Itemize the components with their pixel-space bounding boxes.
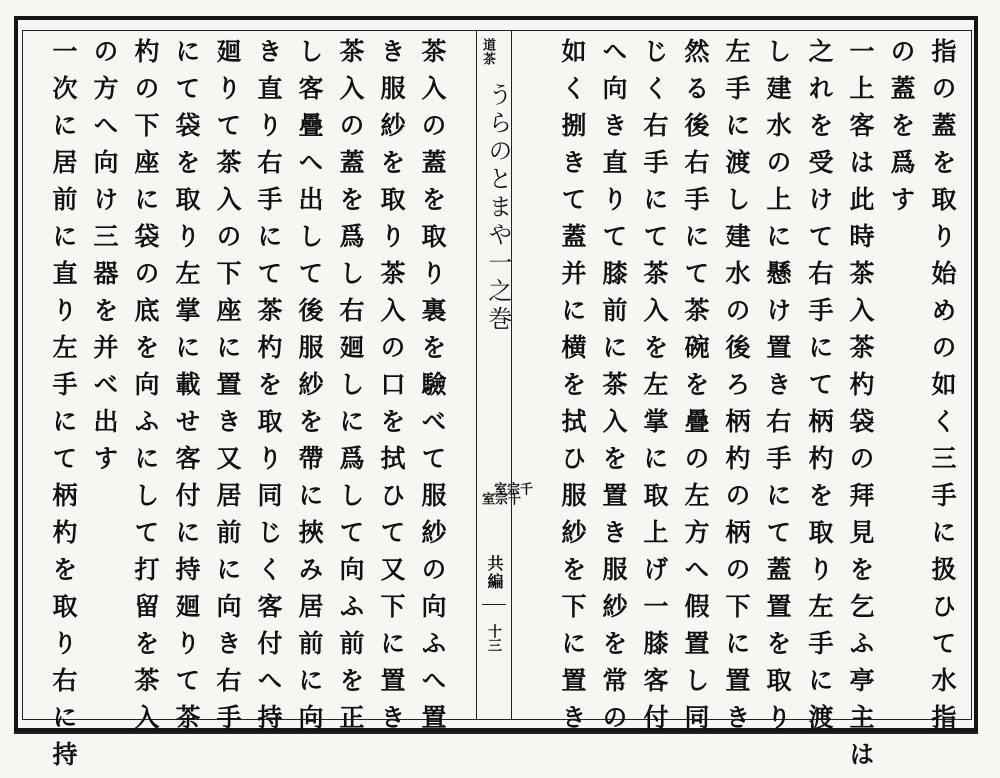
text-column: 茶入の蓋を爲し右廻しに爲して向ふ前を正 xyxy=(336,38,365,741)
center-gutter xyxy=(476,30,532,720)
text-column: し客疊へ出して後服紗を帶に挾み居前に向 xyxy=(295,38,324,741)
editor-label: 共編 xyxy=(485,555,504,591)
text-column: の蓋を爲す xyxy=(887,38,916,223)
text-column: 一次に居前に直り左手にて柄杓を取り右に持 xyxy=(49,38,78,778)
text-column: 然る後右手にて茶碗を疊の左方へ假置し同 xyxy=(681,38,710,741)
text-column: 茶入の蓋を取り裏を驗べて服紗の向ふへ置 xyxy=(418,38,447,741)
text-column: にて袋を取り左掌に載せ客付に持廻りて茶 xyxy=(172,38,201,741)
text-column: へ向き直りて膝前に茶入を置き服紗を常の xyxy=(599,38,628,741)
text-column: 廻りて茶入の下座に置き又居前に向き右手 xyxy=(213,38,242,741)
text-column: 指の蓋を取り始めの如く三手に扱ひて水指 xyxy=(928,38,957,741)
text-column: 杓の下座に袋の底を向ふにして打留を茶入 xyxy=(131,38,160,741)
text-column: し建水の上に懸け置き右手にて蓋置を取り xyxy=(763,38,792,741)
page-number: 十三 xyxy=(486,624,502,652)
gutter-divider xyxy=(482,604,506,605)
series-label: 道茶 xyxy=(480,38,495,66)
text-column: じく右手にて茶入を左掌に取上げ一膝客付 xyxy=(640,38,669,741)
text-column: 之れを受けて右手にて柄杓を取り左手に渡 xyxy=(805,38,834,741)
text-column: き服紗を取り茶入の口を拭ひて又下に置き xyxy=(377,38,406,741)
bottom-rule xyxy=(14,732,978,744)
left-page xyxy=(32,38,476,778)
text-column: き直り右手にて茶杓を取り同じく客付へ持 xyxy=(254,38,283,741)
text-column: 一上客は此時茶入茶杓袋の拜見を乞ふ亭主は xyxy=(846,38,875,778)
author-name: 千宗室 xyxy=(479,492,520,506)
text-column: 左手に渡し建水の後ろ柄杓の柄の下に置き xyxy=(722,38,751,741)
book-title: うらのとまや一之巻 xyxy=(484,82,512,334)
text-column: の方へ向け三器を并べ出す xyxy=(90,38,119,482)
text-column: 如く捌きて蓋并に横を拭ひ服紗を下に置き xyxy=(558,38,587,741)
right-page xyxy=(512,38,968,778)
author-name: 千宗室 xyxy=(491,482,532,496)
